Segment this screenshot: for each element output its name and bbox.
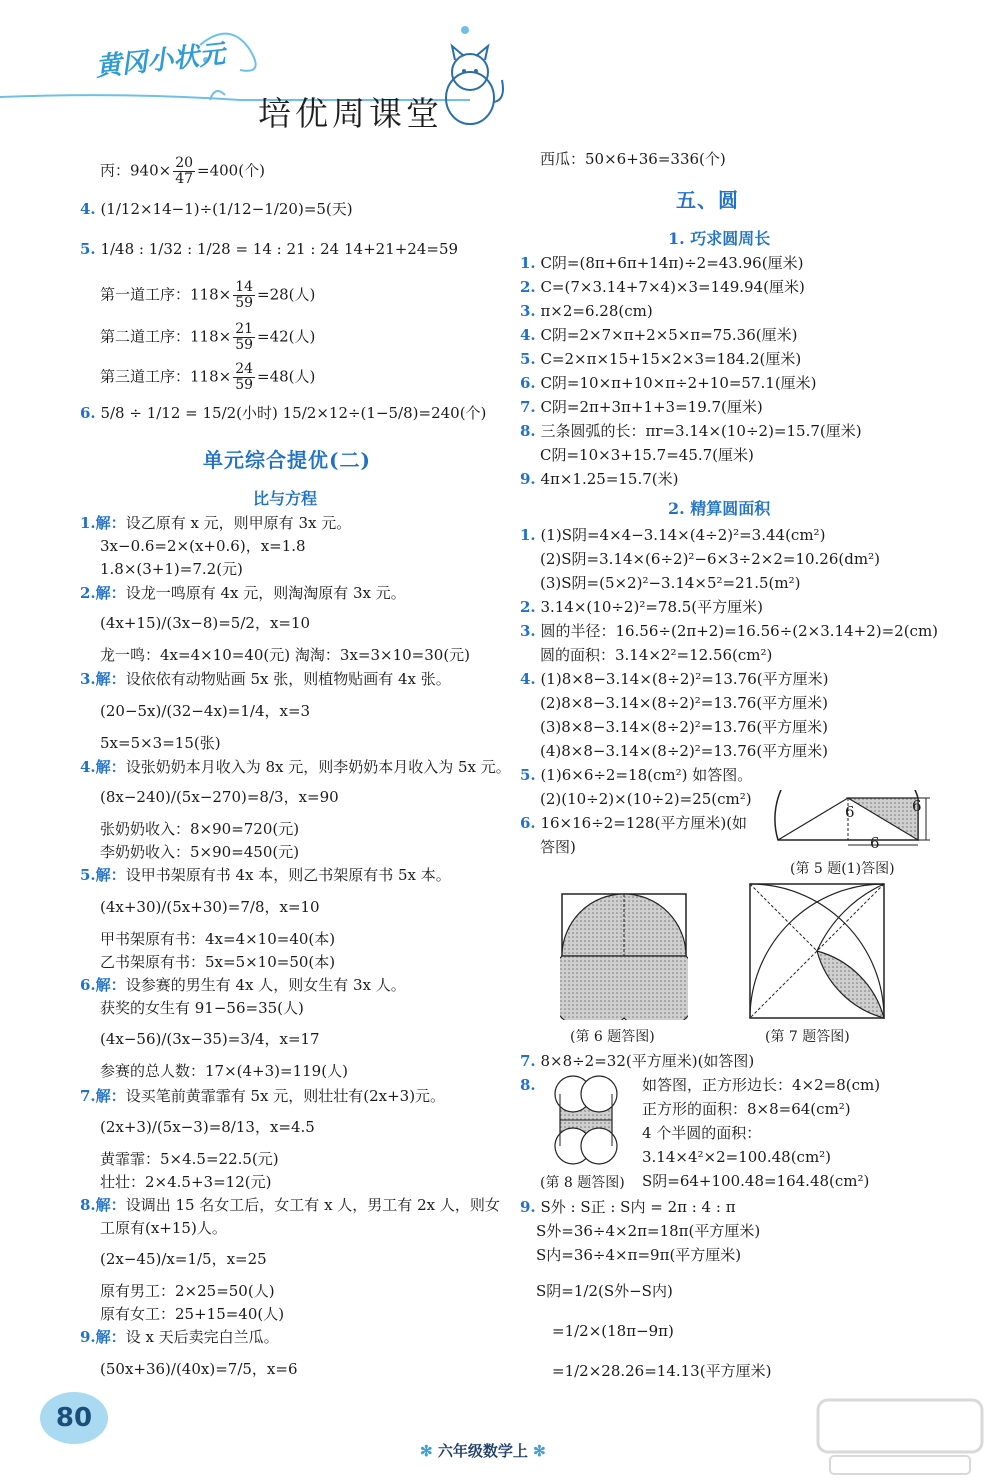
solution-line: 5x=5×3=15(张) <box>100 734 221 752</box>
page-header <box>0 0 1000 140</box>
solution-8 <box>80 1196 500 1214</box>
solution-line: (3)S阴=(5×2)²−3.14×5²=21.5(m²) <box>540 574 801 592</box>
text: 设买笔前黄霏霏有 5x 元，则壮壮有(2x+3)元。 <box>125 1087 446 1105</box>
figure-5-label-c: 6 <box>870 834 880 852</box>
solution-line: (20−5x)/(32−4x)=1/4，x=3 <box>100 702 311 720</box>
solution-line: S外=36÷4×2π=18π(平方厘米) <box>536 1222 761 1240</box>
circ-9 <box>520 470 679 488</box>
solution-line: (4x+15)/(3x−8)=5/2，x=10 <box>100 614 311 632</box>
figure-6-diagram <box>560 892 688 1020</box>
solution-line: =1/2×(18π−9π) <box>552 1322 674 1340</box>
area-7 <box>520 1052 754 1070</box>
text: 设乙原有 x 元，则甲原有 3x 元。 <box>125 514 352 532</box>
item-number: 6. <box>520 374 536 392</box>
solution-line: 甲书架原有书：4x=4×10=40(本) <box>100 930 336 948</box>
circ-7 <box>520 398 763 416</box>
footer-book-title <box>420 1440 546 1461</box>
solution-line: (4x+30)/(5x+30)=7/8，x=10 <box>100 898 320 916</box>
solution-label: 解： <box>95 1196 126 1214</box>
solution-line: S阴=1/2(S外−S内) <box>536 1282 673 1300</box>
fraction <box>233 322 255 353</box>
figure-8-diagram <box>540 1074 632 1166</box>
solution-line: 如答图，正方形边长：4×2=8(cm) <box>642 1076 881 1094</box>
section-title: 单元综合提优(二) <box>203 448 371 472</box>
item-number: 4. <box>80 758 96 776</box>
item-number: 3. <box>80 670 96 688</box>
denominator: 59 <box>235 337 254 353</box>
area-2 <box>520 598 763 616</box>
solution-line: 原有男工：2×25=50(人) <box>100 1282 275 1300</box>
cat-mascot-icon <box>430 40 510 130</box>
circ-8 <box>520 422 862 440</box>
solution-label: 解： <box>95 976 126 994</box>
watermelon-line: 西瓜：50×6+36=336(个) <box>540 150 726 168</box>
solution-line: 参赛的总人数：17×(4+3)=119(人) <box>100 1062 348 1080</box>
circ-2 <box>520 278 805 296</box>
solution-line: 答图) <box>540 838 576 856</box>
solution-line: (8x−240)/(5x−270)=8/3，x=90 <box>100 788 339 806</box>
solution-label: 解： <box>95 1087 126 1105</box>
page-number-badge: 80 <box>40 1392 108 1444</box>
text: =48(人) <box>257 367 316 386</box>
solution-label: 解： <box>95 514 126 532</box>
solution-line: (2)S阴=3.14×(6÷2)²−6×3÷2×2=10.26(dm²) <box>540 550 880 568</box>
text: 圆的半径：16.56÷(2π+2)=16.56÷(2×3.14+2)=2(cm) <box>540 622 939 640</box>
solution-line: S阴=64+100.48=164.48(cm²) <box>642 1172 870 1190</box>
text: 8×8÷2=32(平方厘米)(如答图) <box>540 1052 755 1070</box>
subsection-title: 1. 巧求圆周长 <box>668 229 771 248</box>
solution-6 <box>80 976 406 994</box>
item-number: 3. <box>520 622 536 640</box>
subsection-title: 比与方程 <box>253 489 318 508</box>
figure-5-label-a: 6 <box>845 803 855 821</box>
solution-line: (50x+36)/(40x)=7/5，x=6 <box>100 1360 298 1378</box>
circ-5 <box>520 350 801 368</box>
solution-line: (4x−56)/(3x−35)=3/4，x=17 <box>100 1030 320 1048</box>
text: 设依依有动物贴画 5x 张，则植物贴画有 4x 张。 <box>125 670 451 688</box>
solution-2 <box>80 584 406 602</box>
item-number: 4. <box>80 200 96 218</box>
item-number: 1. <box>520 254 536 272</box>
book-title: 六年级数学上 <box>437 1442 528 1460</box>
item-number: 5. <box>520 766 536 784</box>
text: 设调出 15 名女工后，女工有 x 人，男工有 2x 人，则女 <box>125 1196 500 1214</box>
item-number: 3. <box>520 302 536 320</box>
text: 设 x 天后卖完白兰瓜。 <box>125 1328 279 1346</box>
text: =42(人) <box>257 327 316 346</box>
solution-line: (2)(10÷2)×(10÷2)=25(cm²) <box>540 790 752 808</box>
solution-line: 原有女工：25+15=40(人) <box>100 1305 285 1323</box>
area-6 <box>520 814 747 832</box>
numerator: 14 <box>235 279 254 295</box>
fraction <box>233 280 255 311</box>
item-number: 7. <box>520 1052 536 1070</box>
text: 第一道工序：118× <box>100 285 232 304</box>
solution-line: 工原有(x+15)人。 <box>100 1219 227 1237</box>
numerator: 24 <box>235 361 254 377</box>
text: 丙：940× <box>100 161 172 180</box>
item-number: 5. <box>80 866 96 884</box>
item-number: 6. <box>80 976 96 994</box>
text: (1)S阴=4×4−3.14×(4÷2)²=3.44(cm²) <box>540 526 826 544</box>
solution-9 <box>80 1328 279 1346</box>
figure-5-caption: (第 5 题(1)答图) <box>790 861 895 877</box>
solution-line: 张奶奶收入：8×90=720(元) <box>100 820 300 838</box>
answer-4 <box>80 200 353 218</box>
area-9 <box>520 1198 736 1216</box>
solution-line: 黄霏霏：5×4.5=22.5(元) <box>100 1150 279 1168</box>
solution-line: 1.8×(3+1)=7.2(元) <box>100 560 243 578</box>
solution-4 <box>80 758 511 776</box>
item-number: 7. <box>520 398 536 416</box>
answer-text: 1/48 : 1/32 : 1/28 = 14 : 21 : 24 14+21+24=59 <box>100 240 459 258</box>
area-4 <box>520 670 828 688</box>
fraction <box>173 156 195 187</box>
circ-1 <box>520 254 803 272</box>
solution-line: 乙书架原有书：5x=5×10=50(本) <box>100 953 336 971</box>
subsection-title: 2. 精算圆面积 <box>668 499 771 518</box>
figure-7-diagram <box>748 882 886 1020</box>
numerator: 20 <box>175 155 194 171</box>
answer-6 <box>80 404 486 422</box>
circ-3 <box>520 302 653 320</box>
figure-7-caption: (第 7 题答图) <box>765 1029 850 1045</box>
text: 三条圆弧的长：πr=3.14×(10÷2)=15.7(厘米) <box>540 422 862 440</box>
item-number: 6. <box>520 814 536 832</box>
item-number: 8. <box>520 1076 536 1094</box>
item-number: 5. <box>520 350 536 368</box>
solution-line: 3.14×4²×2=100.48(cm²) <box>642 1148 832 1166</box>
text: C阴=2×7×π+2×5×π=75.36(厘米) <box>540 326 798 344</box>
area-3 <box>520 622 938 640</box>
solution-line: 获奖的女生有 91−56=35(人) <box>100 999 304 1017</box>
header-title: 培优周课堂 <box>258 94 443 133</box>
item-number: 4. <box>520 670 536 688</box>
denominator: 59 <box>235 295 254 311</box>
text: 4π×1.25=15.7(米) <box>540 470 679 488</box>
solution-label: 解： <box>95 758 126 776</box>
circ-6 <box>520 374 817 392</box>
text: =28(人) <box>257 285 316 304</box>
text: (1)8×8−3.14×(8÷2)²=13.76(平方厘米) <box>540 670 829 688</box>
text: 第三道工序：118× <box>100 367 232 386</box>
text: S外 : S正 : S内 = 2π : 4 : π <box>540 1198 736 1216</box>
text: 设参赛的男生有 4x 人，则女生有 3x 人。 <box>125 976 406 994</box>
process-3 <box>100 362 315 393</box>
watermark-logo-icon <box>810 1390 990 1480</box>
leaf-icon: ✻ <box>533 1442 546 1460</box>
item-number: 1. <box>520 526 536 544</box>
item-number: 7. <box>80 1087 96 1105</box>
chapter-title: 五、圆 <box>676 188 739 212</box>
item-number: 6. <box>80 404 96 422</box>
solution-line: 李奶奶收入：5×90=450(元) <box>100 843 300 861</box>
solution-line: (3)8×8−3.14×(8÷2)²=13.76(平方厘米) <box>540 718 829 736</box>
solution-line: C阴=10×3+15.7=45.7(厘米) <box>540 446 754 464</box>
item-number: 9. <box>80 1328 96 1346</box>
solution-line: 圆的面积：3.14×2²=12.56(cm²) <box>540 646 773 664</box>
answer-text: 5/8 ÷ 1/12 = 15/2(小时) 15/2×12÷(1−5/8)=240(个) <box>100 404 487 422</box>
text: C=2×π×15+15×2×3=184.2(厘米) <box>540 350 802 368</box>
numerator: 21 <box>235 321 254 337</box>
solution-line: 正方形的面积：8×8=64(cm²) <box>642 1100 851 1118</box>
item-number: 9. <box>520 470 536 488</box>
area-1 <box>520 526 825 544</box>
circ-4 <box>520 326 797 344</box>
solution-line: 龙一鸣：4x=4×10=40(元) 淘淘：3x=3×10=30(元) <box>100 646 471 664</box>
item-number: 2. <box>80 584 96 602</box>
text: π×2=6.28(cm) <box>540 302 653 320</box>
denominator: 47 <box>175 171 194 187</box>
item-number: 9. <box>520 1198 536 1216</box>
solution-line: (2x+3)/(5x−3)=8/13，x=4.5 <box>100 1118 315 1136</box>
text: C阴=(8π+6π+14π)÷2=43.96(厘米) <box>540 254 804 272</box>
item-number: 2. <box>520 278 536 296</box>
brand-logo-text: 黄冈小状元 <box>94 39 227 83</box>
solution-line: 4 个半圆的面积： <box>642 1124 762 1142</box>
solution-line: 壮壮：2×4.5+3=12(元) <box>100 1173 272 1191</box>
process-2 <box>100 322 315 353</box>
text: 设张奶奶本月收入为 8x 元，则李奶奶本月收入为 5x 元。 <box>125 758 511 776</box>
text: 16×16÷2=128(平方厘米)(如 <box>540 814 748 832</box>
text: 第二道工序：118× <box>100 327 232 346</box>
answer-text: (1/12×14−1)÷(1/12−1/20)=5(天) <box>100 200 353 218</box>
solution-line: S内=36÷4×π=9π(平方厘米) <box>536 1246 742 1264</box>
fraction <box>233 362 255 393</box>
text: =400(个) <box>197 161 265 180</box>
figure-6-caption: (第 6 题答图) <box>570 1029 655 1045</box>
item-number: 2. <box>520 598 536 616</box>
item-number: 8. <box>520 422 536 440</box>
text: 设甲书架原有书 4x 本，则乙书架原有书 5x 本。 <box>125 866 451 884</box>
text: C=(7×3.14+7×4)×3=149.94(厘米) <box>540 278 805 296</box>
solution-3 <box>80 670 451 688</box>
solution-line: (2x−45)/x=1/5，x=25 <box>100 1250 267 1268</box>
line-bing <box>100 156 265 187</box>
text: 设龙一鸣原有 4x 元，则淘淘原有 3x 元。 <box>125 584 406 602</box>
answer-5 <box>80 240 458 258</box>
solution-line: =1/2×28.26=14.13(平方厘米) <box>552 1362 772 1380</box>
text: 3.14×(10÷2)²=78.5(平方厘米) <box>540 598 764 616</box>
item-number: 8. <box>80 1196 96 1214</box>
figure-8-caption: (第 8 题答图) <box>540 1175 625 1191</box>
figure-5-label-b: 6 <box>912 797 922 815</box>
solution-line: (4)8×8−3.14×(8÷2)²=13.76(平方厘米) <box>540 742 829 760</box>
denominator: 59 <box>235 377 254 393</box>
solution-line: 3x−0.6=2×(x+0.6)，x=1.8 <box>100 537 306 555</box>
area-5 <box>520 766 752 784</box>
solution-5 <box>80 866 451 884</box>
item-number: 1. <box>80 514 96 532</box>
leaf-icon: ✻ <box>420 1442 433 1460</box>
solution-label: 解： <box>95 670 126 688</box>
solution-7 <box>80 1087 445 1105</box>
text: C阴=2π+3π+1+3=19.7(厘米) <box>540 398 763 416</box>
item-number: 5. <box>80 240 96 258</box>
solution-label: 解： <box>95 584 126 602</box>
solution-label: 解： <box>95 866 126 884</box>
text: (1)6×6÷2=18(cm²) 如答图。 <box>540 766 753 784</box>
item-number: 4. <box>520 326 536 344</box>
solution-line: (2)8×8−3.14×(8÷2)²=13.76(平方厘米) <box>540 694 829 712</box>
text: C阴=10×π+10×π÷2+10=57.1(厘米) <box>540 374 817 392</box>
process-1 <box>100 280 315 311</box>
solution-label: 解： <box>95 1328 126 1346</box>
area-8-number <box>520 1076 536 1094</box>
solution-1 <box>80 514 351 532</box>
